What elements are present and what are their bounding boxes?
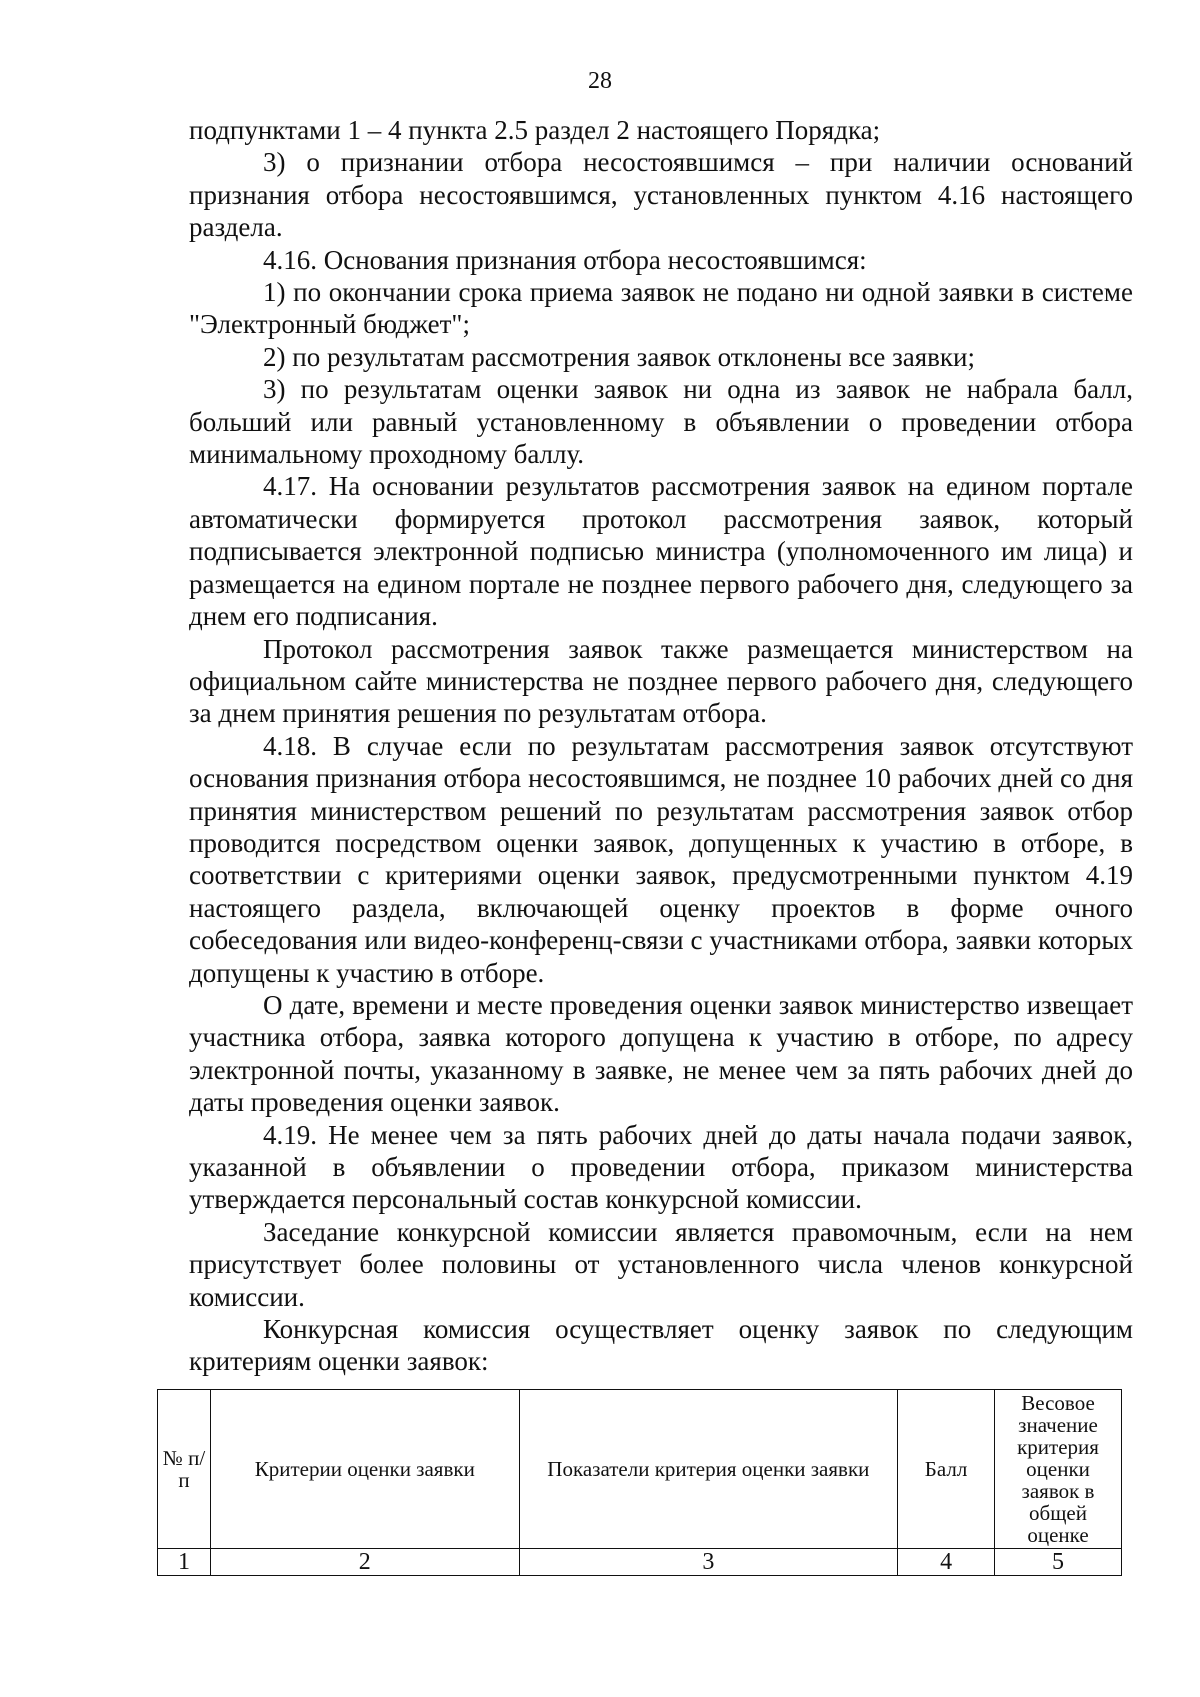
paragraph-notification: О дате, времени и месте проведения оценки заявок министерство извещает участника отбора, заявка которого допущена к участию в отборе, по адресу электронной почты, указанному в заявке, не менее чем за пять рабочих дней до даты проведения оценки заявок.	[189, 989, 1133, 1118]
paragraph-protocol: Протокол рассмотрения заявок также размещается министерством на официальном сайте министерства не позднее первого рабочего дня, следующего за днем принятия решения по результатам отбора.	[189, 633, 1133, 729]
paragraph-continuation: подпунктами 1 – 4 пункта 2.5 раздел 2 настоящего Порядка;	[189, 115, 881, 145]
paragraph-item-3: 3) о признании отбора несостоявшимся – при наличии оснований признания отбора несостоявшимся, установленных пунктом 4.16 настоящего раздела.	[189, 147, 1133, 243]
paragraph-4-16: 4.16. Основания признания отбора несостоявшимся:	[263, 244, 867, 275]
table-row	[158, 1549, 1122, 1576]
header-number: № п/п	[158, 1390, 211, 1549]
header-weight: Весовое значение критерия оценки заявок в общей оценке	[995, 1390, 1122, 1549]
header-indicators: Показатели критерия оценки заявки	[519, 1390, 898, 1549]
table-cell: 3	[519, 1549, 898, 1576]
table-header-row	[158, 1390, 1122, 1549]
document-body	[189, 114, 1133, 1378]
table-cell: 4	[898, 1549, 995, 1576]
table-cell: 2	[210, 1549, 519, 1576]
paragraph-4-16-item-3: 3) по результатам оценки заявок ни одна из заявок не набрала балл, больший или равный установленному в объявлении о проведении отбора минимальному проходному баллу.	[189, 374, 1133, 470]
paragraph-criteria-intro: Конкурсная комиссия осуществляет оценку заявок по следующим критериям оценки заявок:	[189, 1314, 1133, 1377]
paragraph-4-16-item-2: 2) по результатам рассмотрения заявок отклонены все заявки;	[263, 341, 975, 372]
table-cell: 5	[995, 1549, 1122, 1576]
paragraph-4-17: 4.17. На основании результатов рассмотрения заявок на едином портале автоматически формируется протокол рассмотрения заявок, который подписывается электронной подписью министра (уполномоченного им лица) и размещается на едином портале не позднее первого рабочего дня, следующего за днем его подписания.	[189, 471, 1133, 632]
header-criteria: Критерии оценки заявки	[210, 1390, 519, 1549]
criteria-table	[157, 1389, 1122, 1576]
table-cell: 1	[158, 1549, 211, 1576]
paragraph-4-19: 4.19. Не менее чем за пять рабочих дней до даты начала подачи заявок, указанной в объявлении о проведении отбора, приказом министерства утверждается персональный состав конкурсной комиссии.	[189, 1119, 1133, 1215]
header-score: Балл	[898, 1390, 995, 1549]
paragraph-4-18: 4.18. В случае если по результатам рассмотрения заявок отсутствуют основания признания отбора несостоявшимся, не позднее 10 рабочих дней со дня принятия министерством решений по результатам рассмотрения заявок отбор проводится посредством оценки заявок, допущенных к участию в отборе, в соответствии с критериями оценки заявок, предусмотренными пунктом 4.19 настоящего раздела, включающей оценку проектов в форме очного собеседования или видео-конференц-связи с участниками отбора, заявки которых допущены к участию в отборе.	[189, 730, 1133, 988]
page-number: 28	[588, 68, 612, 94]
paragraph-quorum: Заседание конкурсной комиссии является правомочным, если на нем присутствует более половины от установленного числа членов конкурсной комиссии.	[189, 1216, 1133, 1312]
paragraph-4-16-item-1: 1) по окончании срока приема заявок не подано ни одной заявки в системе "Электронный бюджет";	[189, 277, 1133, 340]
